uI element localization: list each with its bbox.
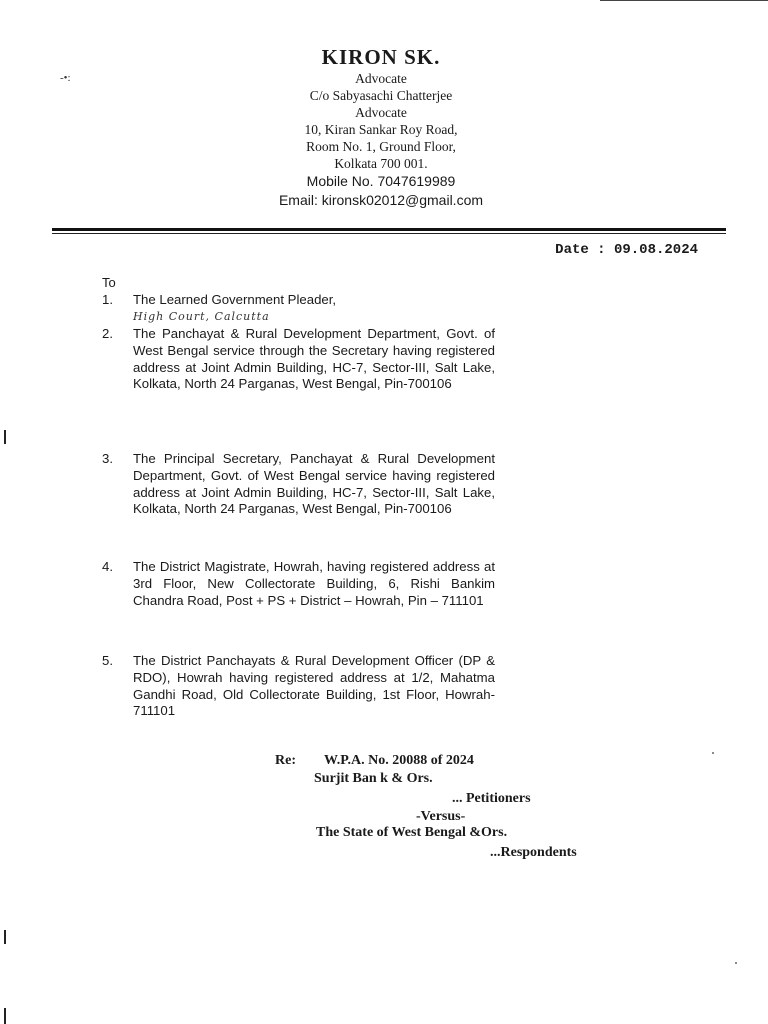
care-of-line: C/o Sabyasachi Chatterjee (309, 88, 453, 103)
case-number: W.P.A. No. 20088 of 2024 (324, 753, 474, 768)
mobile-number: Mobile No. 7047619989 (306, 173, 456, 189)
advocate-title: Advocate (355, 71, 407, 86)
address-line-1: 10, Kiran Sankar Roy Road, (304, 122, 458, 137)
letter-date: Date : 09.08.2024 (555, 242, 698, 258)
letterhead-divider (52, 228, 726, 231)
addressee-text: The Principal Secretary, Panchayat & Rural Development Department, Govt. of West Bengal service having registered address at Joint Admin Building, HC-7, Sector-III, Salt Lake, Kolkata, North 24 Parganas, West Bengal, Pin-700106 (133, 451, 495, 517)
addressee-text: The Learned Government Pleader, (133, 292, 337, 307)
petitioner-name: Surjit Ban k & Ors. (314, 771, 433, 786)
to-label: To (102, 275, 116, 290)
email-address: Email: kironsk02012@gmail.com (278, 192, 484, 208)
addressee-number: 3. (102, 451, 113, 466)
margin-mark: -•: (60, 72, 71, 84)
addressee-number: 5. (102, 653, 113, 668)
respondent-name: The State of West Bengal &Ors. (316, 825, 508, 840)
addressee-number: 1. (102, 292, 113, 307)
handwritten-note: High Court, Calcutta (133, 309, 270, 323)
care-of-title: Advocate (355, 105, 407, 120)
addressee-text: The District Panchayats & Rural Development Officer (DP & RDO), Howrah having registered address at 1/2, Mahatma Gandhi Road, Old Collectorate Building, 1st Floor, Howrah-711101 (133, 653, 495, 719)
scan-speck (712, 752, 714, 754)
addressee-text: The District Magistrate, Howrah, having registered address at 3rd Floor, New Collectorate Building, 6, Rishi Bankim Chandra Road, Post + PS + District – Howrah, Pin – 711101 (133, 559, 495, 608)
address-city: Kolkata 700 001. (334, 156, 428, 171)
scan-edge-mark (4, 1008, 6, 1024)
petitioners-label: ... Petitioners (452, 791, 531, 806)
scan-speck (735, 962, 737, 964)
scan-edge-mark (4, 930, 6, 944)
letterhead-divider-thin (52, 233, 726, 234)
versus-label: -Versus- (416, 809, 466, 824)
top-scan-line (600, 0, 768, 1)
re-label: Re: (275, 753, 296, 768)
addressee-number: 4. (102, 559, 113, 574)
address-line-2: Room No. 1, Ground Floor, (306, 139, 456, 154)
scan-edge-mark (4, 430, 6, 444)
addressee-text: The Panchayat & Rural Development Department, Govt. of West Bengal service through the Secretary having registered address at Joint Admin Building, HC-7, Sector-III, Salt Lake, Kolkata, North 24 Parganas, West Bengal, Pin-700106 (133, 326, 495, 392)
respondents-label: ...Respondents (490, 845, 577, 860)
letterhead (200, 44, 562, 210)
addressee-number: 2. (102, 326, 113, 341)
advocate-name: KIRON SK. (321, 45, 441, 69)
